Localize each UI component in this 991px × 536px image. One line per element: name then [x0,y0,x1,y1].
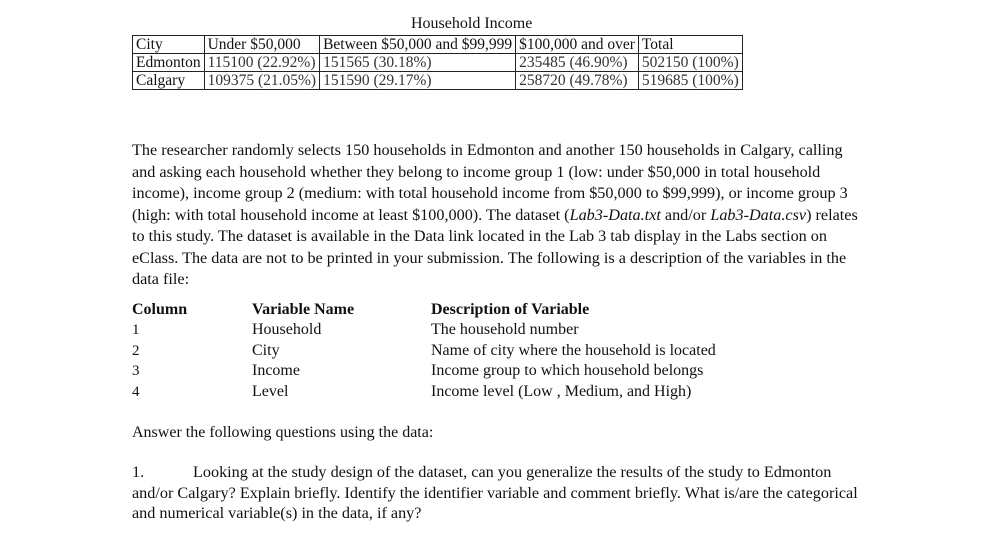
income-table [132,35,743,90]
question-1-number: 1. [132,463,145,481]
variable-name: Income [252,362,300,380]
variables-header-description: Description of Variable [431,301,590,318]
variable-description: The household number [431,321,579,339]
cell-total: 519685 (100%) [638,72,742,90]
variables-descriptions [431,300,716,402]
cell-50k-99k: 151590 (29.17%) [320,72,516,90]
variables-header-column: Column [132,301,188,318]
cell-under-50k: 109375 (21.05%) [204,72,320,90]
cell-city: Calgary [133,72,205,90]
variable-name: City [252,341,280,359]
dataset-filename-txt: Lab3-Data.txt [569,205,661,224]
variable-column-number: 2 [132,342,140,359]
header-city: City [133,36,205,54]
variables-column-numbers [132,300,187,402]
header-under-50k: Under $50,000 [204,36,320,54]
table-row [133,54,743,72]
variables-header-name: Variable Name [252,301,355,318]
variable-column-number: 4 [132,383,140,400]
variables-names [252,300,354,402]
cell-total: 502150 (100%) [638,54,742,72]
question-1-text: Looking at the study design of the dataset, can you generalize the results of the study to Edmonton and/or Calgary? Explain briefly. Identify the identifier variable and comment briefly. What is/are the categorical and numerical variable(s) in the data, if any? [132,463,858,522]
cell-50k-99k: 151565 (30.18%) [320,54,516,72]
cell-under-50k: 115100 (22.92%) [204,54,320,72]
header-50k-99k: Between $50,000 and $99,999 [320,36,516,54]
cell-city: Edmonton [133,54,205,72]
variable-name: Level [252,382,289,400]
cell-100k-over: 235485 (46.90%) [516,54,639,72]
variable-column-number: 1 [132,322,140,339]
table-row [133,72,743,90]
table-title: Household Income [411,15,533,32]
question-1 [132,462,862,524]
paragraph-text-2: and/or [660,205,711,224]
variable-name: Household [252,321,322,339]
table-header-row [133,36,743,54]
answer-intro: Answer the following questions using the data: [132,424,434,441]
variable-description: Income level (Low , Medium, and High) [431,382,692,400]
variable-column-number: 3 [132,363,140,380]
study-description-paragraph [132,140,862,291]
dataset-filename-csv: Lab3-Data.csv [710,205,807,224]
header-100k-over: $100,000 and over [516,36,639,54]
paragraph-text-3: ) relates to this study. The dataset is available in the Data link located in the Lab 3 tab display in the Labs section on eClass. The data are not to be printed in your submission. The following is a description of the variables in the data file: [132,205,858,288]
cell-100k-over: 258720 (49.78%) [516,72,639,90]
header-total: Total [638,36,742,54]
paragraph-text-1: The researcher randomly selects 150 households in Edmonton and another 150 households in Calgary, calling and asking each household whether they belong to income group 1 (low: under $50,000 in total household income), income group 2 (medium: with total household income from $50,000 to $99,999), or income group 3 (high: with total household income at least $100,000). The dataset ( [132,141,848,224]
variable-description: Income group to which household belongs [431,362,704,380]
variable-description: Name of city where the household is located [431,341,716,359]
